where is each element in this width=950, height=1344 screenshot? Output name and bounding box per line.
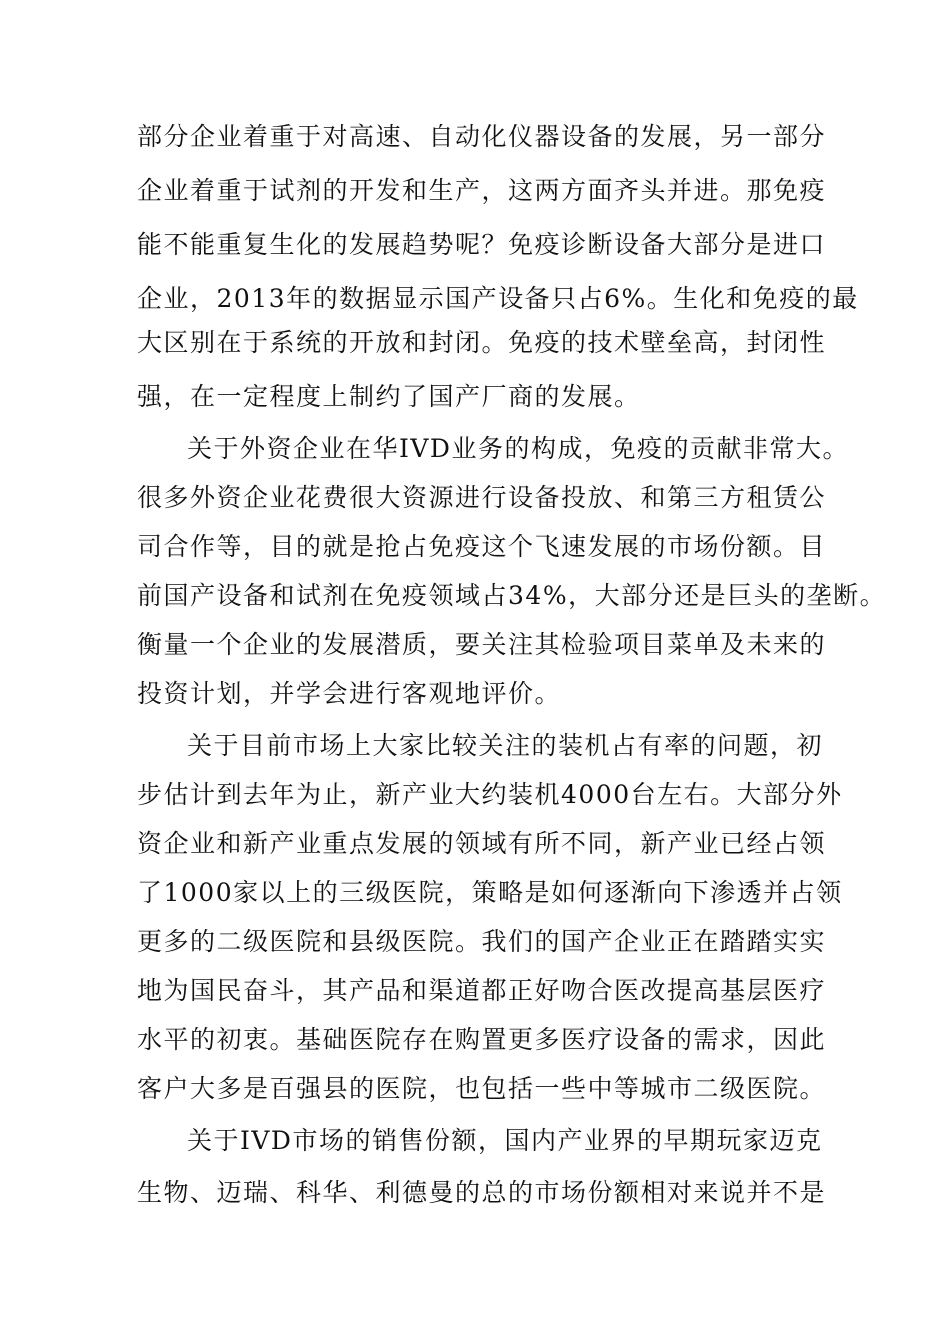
text-line: 很多外资企业花费很大资源进行设备投放、和第三方租赁公 [137, 483, 827, 512]
text-line: 司合作等，目的就是抢占免疫这个飞速发展的市场份额。目 [137, 532, 827, 561]
text-line: 能不能重复生化的发展趋势呢？免疫诊断设备大部分是进口 [137, 230, 827, 259]
text-line: 衡量一个企业的发展潜质，要关注其检验项目菜单及未来的 [137, 630, 827, 659]
text-line: 资企业和新产业重点发展的领域有所不同，新产业已经占领 [137, 829, 827, 858]
text-line: 投资计划，并学会进行客观地评价。 [137, 679, 562, 708]
text-line: 地为国民奋斗，其产品和渠道都正好吻合医改提高基层医疗 [137, 976, 827, 1005]
text-line: 部分企业着重于对高速、自动化仪器设备的发展，另一部分 [137, 122, 827, 151]
paragraph-first-line: 关于IVD市场的销售份额，国内产业界的早期玩家迈克 [187, 1126, 823, 1155]
text-line: 前国产设备和试剂在免疫领域占34%，大部分还是巨头的垄断。 [137, 581, 887, 610]
text-line: 客户大多是百强县的医院，也包括一些中等城市二级医院。 [137, 1074, 827, 1103]
text-line: 强，在一定程度上制约了国产厂商的发展。 [137, 382, 641, 411]
text-line: 企业，2013年的数据显示国产设备只占6%。生化和免疫的最 [137, 284, 859, 313]
text-line: 企业着重于试剂的开发和生产，这两方面齐头并进。那免疫 [137, 176, 827, 205]
paragraph-first-line: 关于目前市场上大家比较关注的装机占有率的问题，初 [187, 731, 824, 760]
paragraph-first-line: 关于外资企业在华IVD业务的构成，免疫的贡献非常大。 [187, 434, 849, 463]
text-line: 生物、迈瑞、科华、利德曼的总的市场份额相对来说并不是 [137, 1178, 827, 1207]
text-line: 水平的初衷。基础医院存在购置更多医疗设备的需求，因此 [137, 1025, 827, 1054]
text-line: 了1000家以上的三级医院，策略是如何逐渐向下渗透并占领 [137, 878, 843, 907]
text-line: 更多的二级医院和县级医院。我们的国产企业正在踏踏实实 [137, 927, 827, 956]
text-line: 步估计到去年为止，新产业大约装机4000台左右。大部分外 [137, 780, 843, 809]
text-line: 大区别在于系统的开放和封闭。免疫的技术壁垒高，封闭性 [137, 328, 827, 357]
